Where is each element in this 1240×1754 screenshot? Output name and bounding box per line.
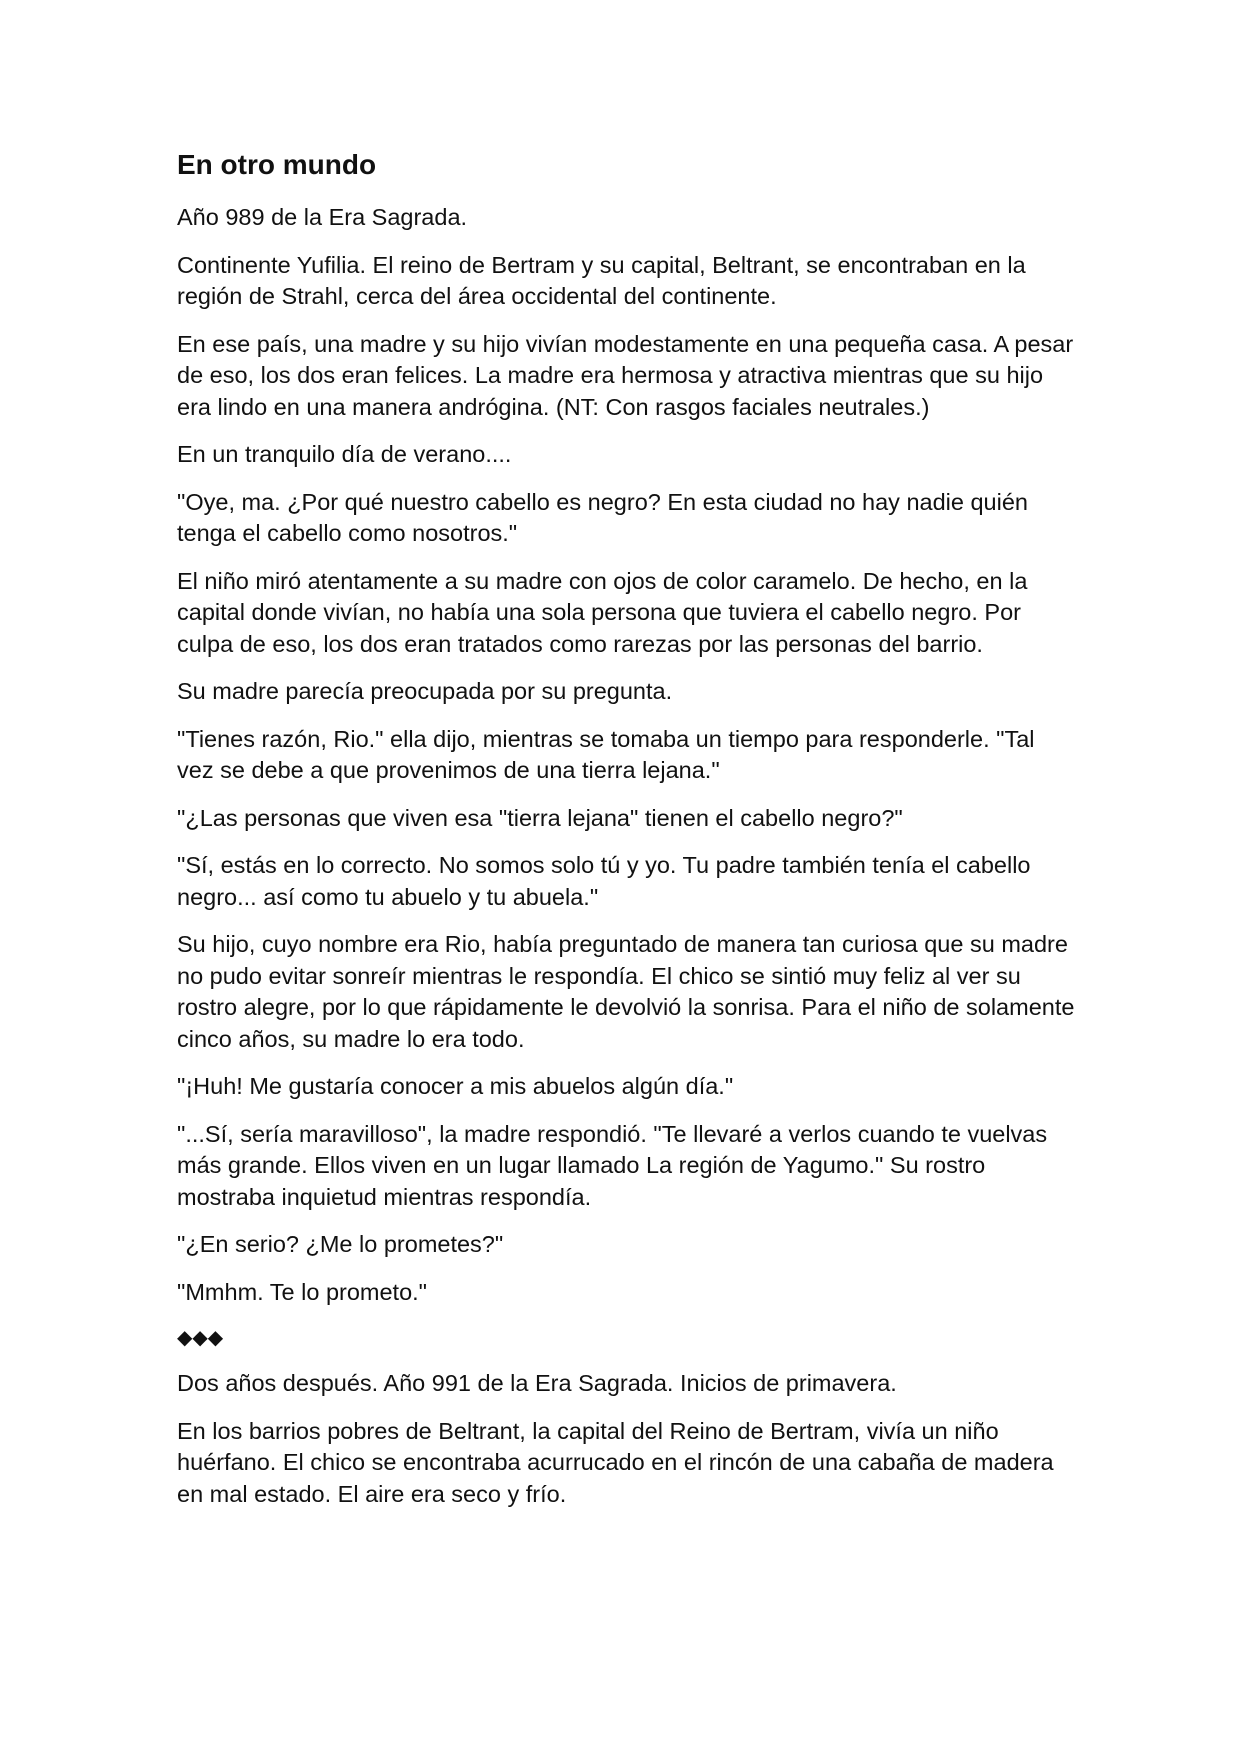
document-page bbox=[177, 148, 1077, 1526]
paragraph: Continente Yufilia. El reino de Bertram y su capital, Beltrant, se encontraban en la región de Strahl, cerca del área occidental del continente. bbox=[177, 251, 1026, 309]
paragraph: Su hijo, cuyo nombre era Rio, había preguntado de manera tan curiosa que su madre no pudo evitar sonreír mientras le respondía. El chico se sintió muy feliz al ver su rostro alegre, por lo que rápidamente le devolvió la sonrisa. Para el niño de solamente cinco años, su madre lo era todo. bbox=[177, 931, 1075, 1052]
paragraph: En un tranquilo día de verano.... bbox=[177, 441, 512, 467]
paragraph: El niño miró atentamente a su madre con ojos de color caramelo. De hecho, en la capital donde vivían, no había una sola persona que tuviera el cabello negro. Por culpa de eso, los dos eran tratados como rarezas por las personas del barrio. bbox=[177, 567, 1028, 657]
paragraph: "Sí, estás en lo correcto. No somos solo tú y yo. Tu padre también tenía el cabello negro... así como tu abuelo y tu abuela." bbox=[177, 852, 1031, 910]
paragraph: "¿En serio? ¿Me lo prometes?" bbox=[177, 1231, 504, 1257]
paragraph: "Tienes razón, Rio." ella dijo, mientras se tomaba un tiempo para responderle. "Tal vez se debe a que provenimos de una tierra lejana." bbox=[177, 725, 1035, 783]
paragraph: En ese país, una madre y su hijo vivían modestamente en una pequeña casa. A pesar de eso, los dos eran felices. La madre era hermosa y atractiva mientras que su hijo era lindo en una manera andrógina. (NT: Con rasgos faciales neutrales.) bbox=[177, 330, 1074, 420]
paragraph: Año 989 de la Era Sagrada. bbox=[177, 204, 468, 230]
paragraph: "Oye, ma. ¿Por qué nuestro cabello es negro? En esta ciudad no hay nadie quién tenga el cabello como nosotros." bbox=[177, 488, 1028, 546]
paragraph: "...Sí, sería maravilloso", la madre respondió. "Te llevaré a verlos cuando te vuelvas más grande. Ellos viven en un lugar llamado La región de Yagumo." Su rostro mostraba inquietud mientras respondía. bbox=[177, 1120, 1048, 1210]
chapter-title: En otro mundo bbox=[177, 149, 377, 180]
scene-separator: ◆◆◆ bbox=[177, 1327, 224, 1349]
paragraph: Su madre parecía preocupada por su pregunta. bbox=[177, 678, 673, 704]
paragraph: "¡Huh! Me gustaría conocer a mis abuelos algún día." bbox=[177, 1073, 734, 1099]
paragraph: Dos años después. Año 991 de la Era Sagrada. Inicios de primavera. bbox=[177, 1370, 897, 1396]
paragraph: En los barrios pobres de Beltrant, la capital del Reino de Bertram, vivía un niño huérfano. El chico se encontraba acurrucado en el rincón de una cabaña de madera en mal estado. El aire era seco y frío. bbox=[177, 1417, 1054, 1507]
paragraph: "Mmhm. Te lo prometo." bbox=[177, 1278, 428, 1305]
paragraph: "¿Las personas que viven esa "tierra lejana" tienen el cabello negro?" bbox=[177, 804, 903, 831]
